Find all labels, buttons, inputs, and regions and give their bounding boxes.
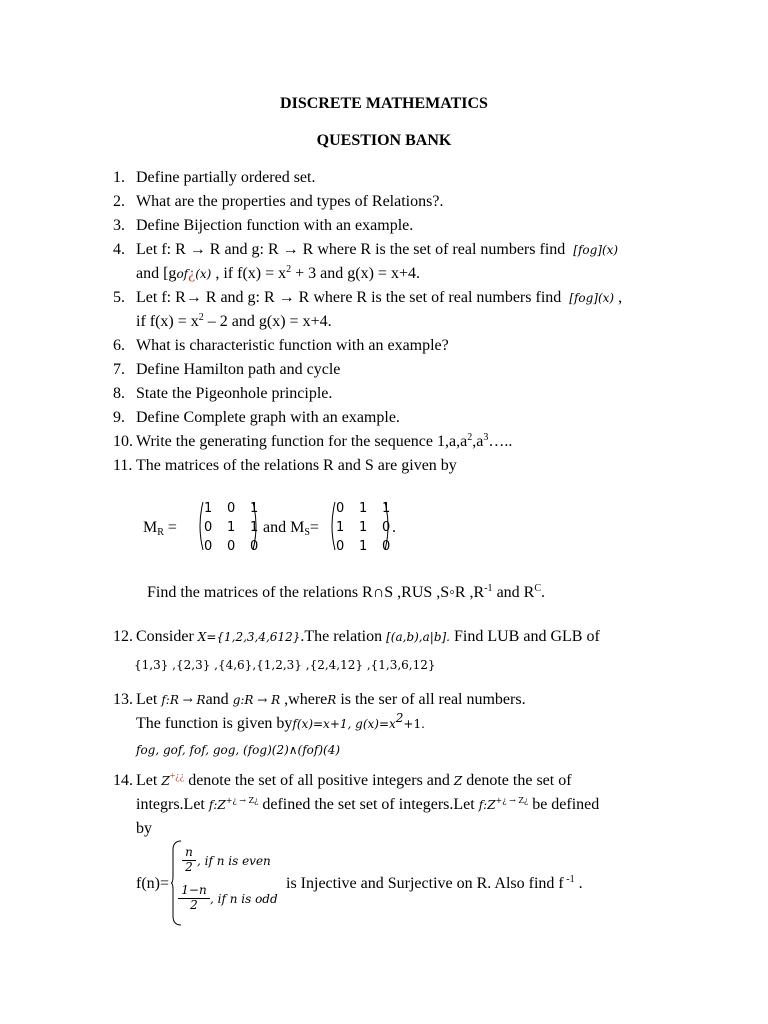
superscript: 2 [395, 711, 404, 725]
case2-condition: , if n is odd [210, 892, 278, 906]
document-subtitle: QUESTION BANK [316, 132, 452, 149]
superscript: 2 [286, 264, 292, 275]
question-text-part: denote the set of [462, 772, 572, 789]
matrix-r-cell: 1 [227, 520, 236, 535]
superscript: 2 [467, 432, 473, 443]
matrix-s-cell: 0 [382, 539, 391, 554]
label-text: and M [263, 519, 305, 536]
matrix-s-label [263, 519, 319, 537]
question-text [136, 711, 425, 733]
question-text-part: Let [136, 772, 162, 789]
math-expression: of [176, 267, 189, 281]
math-expression: [fog](x) [569, 291, 615, 305]
question-number: 6. [113, 337, 125, 354]
matrix-s-row [336, 499, 405, 518]
question-text-part: .The relation [300, 628, 387, 645]
question-text [136, 796, 599, 814]
question-number: 2. [113, 193, 125, 210]
question-text: State the Pigeonhole principle. [136, 385, 333, 402]
question-number: 5. [113, 289, 125, 306]
question-text-part: if f(x) = x [136, 313, 199, 330]
math-expression: R [327, 693, 337, 707]
question-text-part: Consider [136, 628, 198, 645]
question-text-part: Let f: R→ R and g: R → R where R is the set of real numbers find [136, 289, 562, 306]
matrix-s-cell: 1 [359, 539, 368, 554]
label-text: M [143, 519, 158, 536]
question-text: What are the properties and types of Relations?. [136, 193, 444, 210]
matrix-s-cell: 0 [336, 501, 345, 516]
label-text: = [309, 519, 319, 536]
question-number: 8. [113, 385, 125, 402]
matrix-s-row [336, 537, 405, 556]
matrix-r-cell: 0 [204, 520, 213, 535]
matrix-s [328, 499, 392, 555]
question-text [136, 289, 622, 307]
left-brace [170, 840, 182, 926]
math-expression: Z [161, 774, 170, 788]
question-number: 14. [113, 772, 133, 789]
question-text-part: Write the generating function for the sequence 1,a,a [136, 433, 468, 450]
left-paren [328, 501, 336, 551]
label-text: = [163, 519, 177, 536]
question-text [136, 628, 600, 646]
question-number: 3. [113, 217, 125, 234]
matrix-s-cell: 1 [382, 501, 391, 516]
math-expression: [(a,b),a|b]. [386, 630, 450, 644]
question-text-part: Let [136, 691, 162, 708]
question-text: Define Hamilton path and cycle [136, 361, 341, 378]
question-text: The matrices of the relations R and S are given by [136, 457, 457, 474]
superscript: -1 [563, 874, 575, 885]
matrix-r-row [204, 499, 273, 518]
question-text: What is characteristic function with an example? [136, 337, 449, 354]
question-text-part: defined the set set of integers.Let [258, 796, 479, 813]
question-text-part: denote the set of all positive integers and [184, 772, 454, 789]
math-expression: fog, gof, fof, gog, (fog)(2)∧(fof)(4) [136, 743, 341, 757]
math-expression: [fog](x) [573, 243, 619, 257]
matrix-r-cell: 0 [204, 539, 213, 554]
matrix-r-cell: 0 [227, 501, 236, 516]
math-expression: f:Z [208, 798, 226, 812]
math-expression: f:R → R [161, 693, 206, 707]
math-expression: +1. [403, 717, 425, 731]
left-paren [196, 501, 204, 551]
question-number: 10. [113, 433, 133, 450]
math-expression: g:R → R [232, 693, 281, 707]
math-expression: Z [453, 774, 463, 788]
question-number: 4. [113, 241, 125, 258]
matrix-r-cell: 1 [250, 501, 259, 516]
question-text-part: and R [492, 584, 535, 601]
math-expression: {1,3} ,{2,3} ,{4,6},{1,2,3} ,{2,4,12} ,{1,3,6,12} [134, 658, 436, 672]
period: . [392, 519, 396, 536]
question-text-part: . [574, 875, 583, 892]
matrix-s-cell: 1 [336, 520, 345, 535]
question-text-part: + 3 and g(x) = x+4. [291, 265, 420, 282]
numerator: n [185, 845, 193, 859]
question-number: 1. [113, 169, 125, 186]
matrix-s-cell: 1 [359, 520, 368, 535]
denominator: 2 [178, 898, 210, 913]
question-text-part: and [205, 691, 233, 708]
garbled-glyph: ¿ [188, 265, 196, 282]
question-text [286, 875, 583, 893]
question-text [136, 241, 618, 259]
superscript: C [534, 583, 542, 594]
question-number: 9. [113, 409, 125, 426]
garbled-superscript: +¿ → Z¿ [225, 796, 259, 805]
denominator: 2 [182, 860, 196, 875]
question-text-part: be defined [528, 796, 600, 813]
math-expression: f(x)=x+1, g(x)=x [292, 717, 396, 731]
garbled-superscript: +¿¿ [169, 771, 185, 782]
document-title: DISCRETE MATHEMATICS [280, 95, 488, 112]
matrix-r-cell: 1 [204, 501, 213, 516]
superscript: 3 [483, 432, 489, 443]
question-text-part: The function is given by [136, 715, 293, 732]
matrix-s-cell: 0 [382, 520, 391, 535]
question-text-part: Find LUB and GLB of [450, 628, 600, 645]
right-paren [384, 501, 392, 551]
matrix-r [196, 499, 260, 555]
case1-condition: , if n is even [197, 854, 271, 868]
question-number: 7. [113, 361, 125, 378]
question-text: Define partially ordered set. [136, 169, 316, 186]
matrix-r-cell: 0 [250, 539, 259, 554]
case1-fraction [182, 846, 196, 875]
question-text [147, 584, 545, 602]
question-text [136, 691, 526, 709]
matrix-r-cell: 0 [227, 539, 236, 554]
question-text: by [136, 820, 152, 837]
math-expression: f:Z [478, 798, 496, 812]
question-text [136, 313, 332, 331]
question-number: 12. [113, 628, 133, 645]
case2-fraction [178, 884, 210, 913]
numerator: 1−n [181, 883, 207, 897]
question-text-part: ,a [472, 433, 484, 450]
question-text [136, 433, 512, 451]
question-number: 13. [113, 691, 133, 708]
matrix-r-cell: 1 [250, 520, 259, 535]
matrix-r-label [143, 519, 177, 537]
question-text-part: – 2 and g(x) = x+4. [203, 313, 332, 330]
question-number: 11. [113, 457, 133, 474]
question-text-part: . [541, 584, 546, 601]
subscript: R [157, 527, 164, 538]
math-expression: (x) [195, 267, 212, 281]
question-text-part: is the ser of all real numbers. [336, 691, 526, 708]
function-label: f(n)= [136, 875, 170, 892]
matrix-s-cell: 1 [359, 501, 368, 516]
right-paren [252, 501, 260, 551]
question-text-part: is Injective and Surjective on R. Also find f [286, 875, 564, 892]
question-text-part: , if f(x) = x [211, 265, 287, 282]
superscript: -1 [484, 583, 493, 594]
question-text-part: integrs.Let [136, 796, 209, 813]
matrix-s-cell: 0 [336, 539, 345, 554]
garbled-superscript: +¿ → Z¿ [495, 796, 529, 805]
question-text-part: ,where [280, 691, 328, 708]
question-text: Define Complete graph with an example. [136, 409, 400, 426]
question-text-part: Let f: R → R and g: R → R where R is the set of real numbers find [136, 241, 566, 258]
math-expression: X={1,2,3,4,612} [197, 630, 301, 644]
question-text-part: and [g [136, 265, 177, 282]
question-text [136, 772, 572, 790]
question-text-part: Find the matrices of the relations R∩S ,RUS ,S◦R ,R [147, 584, 485, 601]
question-text-part: , [614, 289, 623, 306]
question-text-part: ….. [488, 433, 513, 450]
question-text [136, 265, 420, 283]
question-text: Define Bijection function with an example. [136, 217, 414, 234]
subscript: S [304, 527, 310, 538]
superscript: 2 [198, 312, 204, 323]
matrix-r-row [204, 537, 273, 556]
